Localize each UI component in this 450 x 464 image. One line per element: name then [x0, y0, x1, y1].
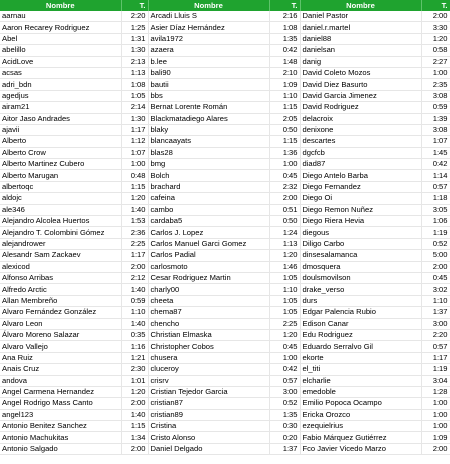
participant-name: Alberto Crow — [0, 147, 121, 158]
participant-time: 2:16 — [269, 11, 300, 22]
participant-name: bmg — [148, 159, 269, 170]
participant-time: 1:20 — [121, 193, 148, 204]
participant-time: 0:42 — [269, 364, 300, 375]
participant-name: abelillo — [0, 45, 121, 56]
table-row — [0, 318, 450, 329]
participant-time: 1:17 — [121, 250, 148, 261]
participant-time: 1:00 — [421, 67, 450, 78]
participant-time: 0:42 — [421, 159, 450, 170]
participant-name: blancaayats — [148, 136, 269, 147]
participant-name: emedoble — [300, 386, 421, 397]
participant-time: 1:05 — [121, 90, 148, 101]
participant-time: 2:25 — [269, 318, 300, 329]
participant-name: Blackmatadiego Alares — [148, 113, 269, 124]
participant-time: 0:57 — [421, 341, 450, 352]
participant-name: crisrv — [148, 375, 269, 386]
column-header-time-2: T. — [269, 0, 300, 11]
participant-time: 1:40 — [121, 204, 148, 215]
participant-name: blaky — [148, 124, 269, 135]
participant-name: agedjus — [0, 90, 121, 101]
participant-name: Fco Javier Vicedo Marzo — [300, 443, 421, 454]
participant-name: diegous — [300, 227, 421, 238]
participant-time: 1:19 — [421, 227, 450, 238]
participant-time: 2:00 — [121, 398, 148, 409]
table-row — [0, 432, 450, 443]
participant-time: 1:46 — [269, 261, 300, 272]
participant-name: Edison Canar — [300, 318, 421, 329]
table-row — [0, 45, 450, 56]
participant-time: 1:37 — [421, 307, 450, 318]
table-row — [0, 181, 450, 192]
participant-time: 2:00 — [121, 261, 148, 272]
participant-time: 2:25 — [121, 238, 148, 249]
participant-time: 1:19 — [421, 364, 450, 375]
participant-time: 1:20 — [121, 386, 148, 397]
participant-name: Diego Oi — [300, 193, 421, 204]
participant-name: Aaron Recarey Rodriguez — [0, 22, 121, 33]
participant-name: daniel88 — [300, 33, 421, 44]
participant-time: 2:36 — [121, 227, 148, 238]
participant-name: Alfonso Arribas — [0, 272, 121, 283]
participant-time: 1:15 — [121, 181, 148, 192]
participant-name: David Garcia Jimenez — [300, 90, 421, 101]
participant-name: Antonio Salgado — [0, 443, 121, 454]
participant-name: angel123 — [0, 409, 121, 420]
participant-time: 0:50 — [269, 124, 300, 135]
participant-name: Ericka Orozco — [300, 409, 421, 420]
participant-time: 1:35 — [269, 33, 300, 44]
participant-time: 1:31 — [121, 33, 148, 44]
participant-name: b.lee — [148, 56, 269, 67]
participant-time: 1:30 — [121, 45, 148, 56]
participant-time: 1:17 — [421, 352, 450, 363]
table-row — [0, 90, 450, 101]
column-header-name-2: Nombre — [148, 0, 269, 11]
participant-time: 2:32 — [269, 181, 300, 192]
participant-name: Daniel Delgado — [148, 443, 269, 454]
participant-time: 1:15 — [269, 102, 300, 113]
participant-name: danielsan — [300, 45, 421, 56]
participant-name: Eduardo Serralvo Gil — [300, 341, 421, 352]
table-row — [0, 33, 450, 44]
participant-time: 3:02 — [421, 284, 450, 295]
table-row — [0, 193, 450, 204]
participant-time: 0:42 — [269, 45, 300, 56]
participant-time: 0:57 — [421, 181, 450, 192]
participant-time: 1:00 — [421, 398, 450, 409]
participant-time: 1:10 — [269, 90, 300, 101]
participant-time: 2:00 — [421, 443, 450, 454]
participant-name: aarnau — [0, 11, 121, 22]
table-row — [0, 159, 450, 170]
participant-name: chencho — [148, 318, 269, 329]
participant-name: Anais Cruz — [0, 364, 121, 375]
participant-time: 1:00 — [421, 421, 450, 432]
participant-name: alejandrower — [0, 238, 121, 249]
table-row — [0, 329, 450, 340]
table-row — [0, 375, 450, 386]
table-row — [0, 352, 450, 363]
participant-time: 0:45 — [421, 272, 450, 283]
participant-time: 2:00 — [421, 11, 450, 22]
participant-name: Daniel Pastor — [300, 11, 421, 22]
participant-name: Asier Díaz Hernández — [148, 22, 269, 33]
participant-time: 1:00 — [421, 409, 450, 420]
participant-name: Cristina — [148, 421, 269, 432]
participant-name: andova — [0, 375, 121, 386]
participant-name: Cesar Rodriguez Martin — [148, 272, 269, 283]
participant-name: Diego Riera Hevia — [300, 216, 421, 227]
participant-time: 3:08 — [421, 124, 450, 135]
participant-time: 0:52 — [269, 398, 300, 409]
participant-name: Cristian Tejedor Garcia — [148, 386, 269, 397]
participant-name: airam21 — [0, 102, 121, 113]
table-row — [0, 386, 450, 397]
table-row — [0, 204, 450, 215]
participant-time: 1:08 — [121, 79, 148, 90]
participant-name: acsas — [0, 67, 121, 78]
participant-name: Álvaro Moreno Salazar — [0, 329, 121, 340]
participant-name: durs — [300, 295, 421, 306]
participant-name: David Diez Basurto — [300, 79, 421, 90]
participant-time: 1:14 — [421, 170, 450, 181]
participant-name: cardaba5 — [148, 216, 269, 227]
table-row — [0, 421, 450, 432]
participant-name: daniel.r.martel — [300, 22, 421, 33]
participant-name: alexicod — [0, 261, 121, 272]
participant-time: 1:10 — [421, 295, 450, 306]
participant-name: ezequielrius — [300, 421, 421, 432]
participant-name: cluceroy — [148, 364, 269, 375]
participant-time: 2:20 — [421, 329, 450, 340]
participant-time: 1:00 — [121, 159, 148, 170]
table-row — [0, 22, 450, 33]
participant-name: Bolch — [148, 170, 269, 181]
participant-time: 0:59 — [421, 102, 450, 113]
participant-time: 2:10 — [269, 67, 300, 78]
participant-time: 1:40 — [121, 318, 148, 329]
table-row — [0, 443, 450, 454]
participant-time: 1:17 — [121, 124, 148, 135]
participant-time: 1:08 — [269, 22, 300, 33]
participant-time: 1:40 — [121, 284, 148, 295]
table-row — [0, 250, 450, 261]
participant-time: 1:45 — [421, 147, 450, 158]
participant-time: 2:13 — [121, 56, 148, 67]
participant-name: Edgar Palencia Rubio — [300, 307, 421, 318]
participant-time: 1:48 — [269, 56, 300, 67]
participant-name: chema87 — [148, 307, 269, 318]
participant-time: 2:00 — [421, 261, 450, 272]
participant-name: ekorte — [300, 352, 421, 363]
table-row — [0, 238, 450, 249]
participant-name: Diligo Carbo — [300, 238, 421, 249]
participant-name: brachard — [148, 181, 269, 192]
participant-time: 1:05 — [269, 272, 300, 283]
participant-time: 1:30 — [121, 113, 148, 124]
participant-name: drake_verso — [300, 284, 421, 295]
participant-name: Alesandr Sam Zackaev — [0, 250, 121, 261]
participant-time: 3:05 — [421, 204, 450, 215]
participant-name: Alvaro Vallejo — [0, 341, 121, 352]
participant-time: 1:20 — [269, 329, 300, 340]
participant-time: 1:36 — [269, 147, 300, 158]
participant-name: Bernat Lorente Román — [148, 102, 269, 113]
participant-time: 1:09 — [421, 432, 450, 443]
participant-time: 1:20 — [269, 250, 300, 261]
participant-time: 2:12 — [121, 272, 148, 283]
participant-time: 1:06 — [421, 216, 450, 227]
participant-time: 0:57 — [269, 375, 300, 386]
column-header-name-3: Nombre — [300, 0, 421, 11]
participant-time: 0:48 — [121, 170, 148, 181]
participant-time: 1:35 — [269, 409, 300, 420]
participant-name: descartes — [300, 136, 421, 147]
participant-time: 1:25 — [121, 22, 148, 33]
participant-time: 1:13 — [121, 67, 148, 78]
participant-name: albertoqc — [0, 181, 121, 192]
participant-time: 2:27 — [421, 56, 450, 67]
participant-name: Alvaro Leon — [0, 318, 121, 329]
table-row — [0, 113, 450, 124]
participant-name: bali90 — [148, 67, 269, 78]
participant-time: 1:21 — [121, 352, 148, 363]
table-row — [0, 147, 450, 158]
participant-name: ale346 — [0, 204, 121, 215]
participant-time: 3:00 — [421, 318, 450, 329]
participant-name: Edu Rodriguez — [300, 329, 421, 340]
participant-name: ajavii — [0, 124, 121, 135]
participant-name: Christian Elmaska — [148, 329, 269, 340]
participant-time: 2:30 — [121, 364, 148, 375]
participant-name: cambo — [148, 204, 269, 215]
participant-name: Alfredo Arctic — [0, 284, 121, 295]
table-row — [0, 102, 450, 113]
participant-time: 0:45 — [269, 170, 300, 181]
participant-name: David Rodriguez — [300, 102, 421, 113]
participant-name: carlosmoto — [148, 261, 269, 272]
participant-name: dinsesalamanca — [300, 250, 421, 261]
table-row — [0, 295, 450, 306]
participant-time: 1:39 — [421, 113, 450, 124]
participant-name: aldojc — [0, 193, 121, 204]
table-row — [0, 398, 450, 409]
participant-time: 2:35 — [421, 79, 450, 90]
participant-name: elcharlie — [300, 375, 421, 386]
participant-name: dgcfcb — [300, 147, 421, 158]
participant-time: 1:15 — [121, 421, 148, 432]
table-row — [0, 67, 450, 78]
participant-time: 0:35 — [121, 329, 148, 340]
participant-name: Carlos Manuel Garci Gomez — [148, 238, 269, 249]
participant-time: 0:59 — [121, 295, 148, 306]
participant-name: Carlos Padial — [148, 250, 269, 261]
table-row — [0, 272, 450, 283]
table-row — [0, 261, 450, 272]
participant-time: 2:00 — [269, 193, 300, 204]
table-row — [0, 409, 450, 420]
participant-name: cheeta — [148, 295, 269, 306]
participant-time: 1:07 — [421, 136, 450, 147]
participant-time: 1:13 — [269, 238, 300, 249]
table-row — [0, 227, 450, 238]
participant-name: Alejandro Alcolea Huertos — [0, 216, 121, 227]
participant-time: 1:24 — [269, 227, 300, 238]
participant-name: delacroix — [300, 113, 421, 124]
participant-time: 1:01 — [121, 375, 148, 386]
participant-time: 0:52 — [421, 238, 450, 249]
participant-time: 2:20 — [121, 11, 148, 22]
participant-name: Arcadi Lluis S — [148, 11, 269, 22]
participant-name: cafeina — [148, 193, 269, 204]
participant-name: Diego Remon Nuñez — [300, 204, 421, 215]
participant-time: 0:58 — [421, 45, 450, 56]
table-row — [0, 79, 450, 90]
participant-name: diad87 — [300, 159, 421, 170]
participant-name: denixone — [300, 124, 421, 135]
participant-name: Alvaro Fernández González — [0, 307, 121, 318]
participant-time: 1:40 — [121, 409, 148, 420]
participant-time: 0:45 — [269, 341, 300, 352]
table-row — [0, 56, 450, 67]
participant-name: Angel Rodrigo Mass Canto — [0, 398, 121, 409]
participant-name: adri_bdn — [0, 79, 121, 90]
participant-name: blas28 — [148, 147, 269, 158]
participant-time: 3:04 — [421, 375, 450, 386]
participant-time: 1:05 — [269, 307, 300, 318]
header-row — [0, 0, 450, 11]
table-row — [0, 216, 450, 227]
table-row — [0, 364, 450, 375]
participant-time: 1:09 — [269, 79, 300, 90]
participant-name: Diego Fernandez — [300, 181, 421, 192]
table-row — [0, 170, 450, 181]
participant-name: Aitor Jaso Andrades — [0, 113, 121, 124]
table-row — [0, 341, 450, 352]
participant-time: 1:05 — [269, 295, 300, 306]
participant-time: 1:10 — [269, 284, 300, 295]
participant-name: Alberto Martinez Cubero — [0, 159, 121, 170]
participant-time: 1:16 — [121, 341, 148, 352]
participant-time: 1:20 — [421, 33, 450, 44]
participant-name: Alberto — [0, 136, 121, 147]
table-body — [0, 11, 450, 455]
participant-time: 3:30 — [421, 22, 450, 33]
table-row — [0, 11, 450, 22]
participant-name: Fabio Márquez Gutiérrez — [300, 432, 421, 443]
participant-time: 1:53 — [121, 216, 148, 227]
participant-name: Antonio Benitez Sanchez — [0, 421, 121, 432]
participant-time: 1:00 — [269, 352, 300, 363]
participant-name: bbs — [148, 90, 269, 101]
participant-name: Angel Carmena Hernandez — [0, 386, 121, 397]
participant-time: 3:00 — [269, 386, 300, 397]
participant-name: Ana Ruiz — [0, 352, 121, 363]
participant-time: 3:08 — [421, 90, 450, 101]
participant-name: Alberto Marugan — [0, 170, 121, 181]
participant-name: David Coleto Mozos — [300, 67, 421, 78]
participant-time: 1:12 — [121, 136, 148, 147]
participant-time: 1:00 — [269, 159, 300, 170]
participant-time: 0:30 — [269, 421, 300, 432]
participant-time: 0:50 — [269, 216, 300, 227]
participant-name: avila1972 — [148, 33, 269, 44]
participant-name: Antonio Machukitas — [0, 432, 121, 443]
participant-name: Emilio Popoca Ocampo — [300, 398, 421, 409]
participant-time: 2:05 — [269, 113, 300, 124]
participant-name: el_titi — [300, 364, 421, 375]
column-header-time-1: T. — [121, 0, 148, 11]
column-header-name-1: Nombre — [0, 0, 121, 11]
participant-name: doulsmovilson — [300, 272, 421, 283]
table-row — [0, 284, 450, 295]
participant-name: Diego Antelo Barba — [300, 170, 421, 181]
participant-time: 0:20 — [269, 432, 300, 443]
participant-name: cristian87 — [148, 398, 269, 409]
participant-name: charly00 — [148, 284, 269, 295]
participant-time: 1:37 — [269, 443, 300, 454]
participant-name: Allan Membreño — [0, 295, 121, 306]
participant-name: AcidLove — [0, 56, 121, 67]
participant-name: azaera — [148, 45, 269, 56]
table-row — [0, 307, 450, 318]
participant-name: danig — [300, 56, 421, 67]
participant-name: Carlos J. Lopez — [148, 227, 269, 238]
participant-name: Abel — [0, 33, 121, 44]
column-header-time-3: T. — [421, 0, 450, 11]
participant-name: cristian89 — [148, 409, 269, 420]
participant-name: dmosquera — [300, 261, 421, 272]
participant-time: 1:18 — [421, 193, 450, 204]
table-row — [0, 124, 450, 135]
participant-time: 2:14 — [121, 102, 148, 113]
participant-name: Christopher Cobos — [148, 341, 269, 352]
participant-time: 5:00 — [421, 250, 450, 261]
participant-time: 1:34 — [121, 432, 148, 443]
participant-time: 2:00 — [121, 443, 148, 454]
participant-time: 1:28 — [421, 386, 450, 397]
participant-name: bautii — [148, 79, 269, 90]
participant-time: 1:07 — [121, 147, 148, 158]
participant-name: Alejandro T. Colombini Gómez — [0, 227, 121, 238]
participant-time: 1:10 — [121, 307, 148, 318]
participant-time: 1:15 — [269, 136, 300, 147]
participant-name: chusera — [148, 352, 269, 363]
participant-name: Cristo Alonso — [148, 432, 269, 443]
participant-time: 0:51 — [269, 204, 300, 215]
table-row — [0, 136, 450, 147]
